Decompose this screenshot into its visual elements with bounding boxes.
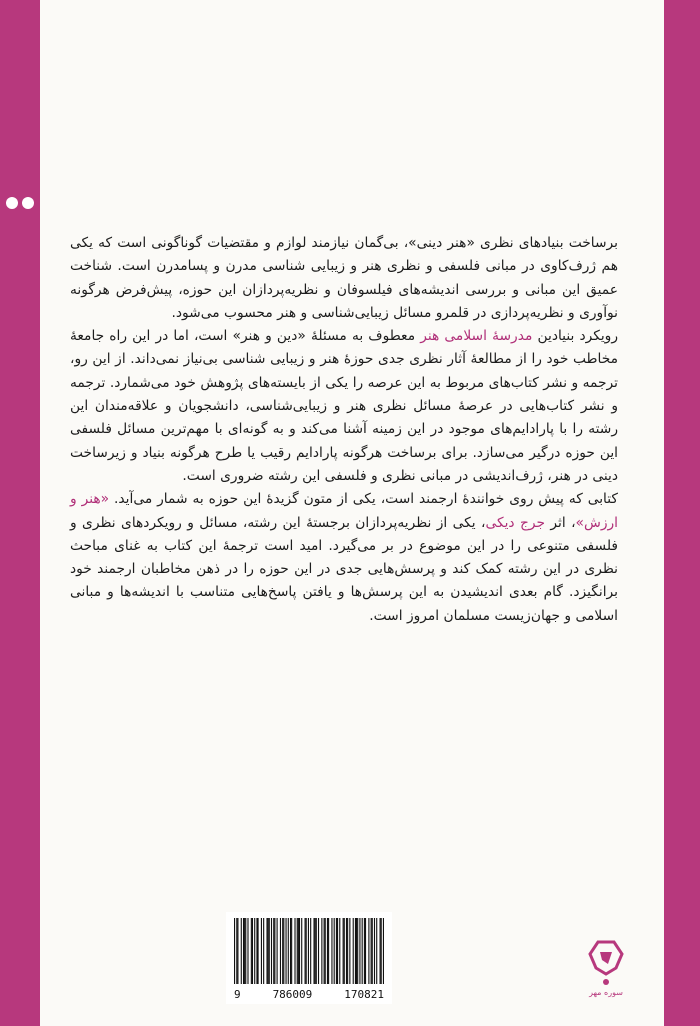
barcode-bar <box>325 918 326 984</box>
paragraph-text: ، اثر <box>545 514 576 531</box>
barcode-bar <box>269 918 270 984</box>
spine-dots-icon <box>6 195 36 213</box>
barcode-bar <box>271 918 272 984</box>
barcode-bar <box>266 918 267 984</box>
barcode-bar <box>328 918 329 984</box>
barcode-bar <box>245 918 246 984</box>
highlighted-term: «هنر و ارزش» <box>70 491 618 531</box>
barcode-bar <box>251 918 252 984</box>
barcode-bar <box>346 918 347 984</box>
barcode-bar <box>310 918 311 984</box>
barcode-bar <box>349 918 350 984</box>
barcode-bar <box>324 918 325 984</box>
barcode-bar <box>305 918 306 984</box>
barcode-bar <box>331 918 332 984</box>
barcode <box>226 912 392 1004</box>
barcode-bar <box>290 918 291 984</box>
paragraph-text: ، یکی از نظریه‌پردازان برجستهٔ این رشته، مسائل و رویکردهای نظری و فلسفی متنوعی را در این موضوع در بر می‌گیرد. امید است ترجمهٔ این کتاب به غنای مباحث نظری در این رشته کمک کند و پرسش‌هایی جدی در این حوزه را در ذهن مخاطبان ارجمند خود برانگیزد. گام بعدی اندیشیدن به این پرسش‌ها و یافتن پاسخ‌هایی متناسب با اندیشه‌ها و مبانی اسلامی و جهان‌زیست مسلمان امروز است. <box>70 514 618 624</box>
right-edge-strip <box>664 0 700 1026</box>
barcode-bar <box>315 918 316 984</box>
barcode-bar <box>376 918 377 984</box>
barcode-bar <box>321 918 322 984</box>
highlighted-term: مدرسهٔ اسلامی هنر <box>420 328 533 345</box>
back-cover-text <box>70 232 618 628</box>
barcode-bar <box>273 918 274 984</box>
barcode-bar <box>298 918 299 984</box>
barcode-bar <box>362 918 363 984</box>
barcode-bar <box>353 918 354 984</box>
barcode-bar <box>334 918 335 984</box>
barcode-bar <box>237 918 238 984</box>
barcode-bar <box>355 918 356 984</box>
barcode-bar <box>261 918 262 984</box>
isbn-number <box>234 988 384 1001</box>
barcode-bar <box>357 918 358 984</box>
highlighted-term: جرج دیکی <box>485 514 546 531</box>
barcode-bar <box>280 918 281 984</box>
barcode-bar <box>274 918 275 984</box>
barcode-bar <box>364 918 365 984</box>
barcode-bar <box>306 918 307 984</box>
barcode-bar <box>234 918 235 984</box>
barcode-bar <box>247 918 248 984</box>
barcode-bar <box>283 918 284 984</box>
isbn-group-3: 170821 <box>344 988 384 1001</box>
barcode-bar <box>316 918 317 984</box>
barcode-bar <box>244 918 245 984</box>
barcode-bar <box>241 918 242 984</box>
barcode-bar <box>252 918 253 984</box>
isbn-group-1: 9 <box>234 988 241 1001</box>
barcode-bar <box>313 918 314 984</box>
paragraph-text: برساخت بنیادهای نظری «هنر دینی»، بی‌گمان نیازمند لوازم و مقتضیات گوناگونی است که یکی هم ژرف‌کاوی در مبانی فلسفی و نظری هنر و زیبایی شناسی مدرن و پسامدرن است. شناخت عمیق این مبانی و بررسی اندیشه‌های فیلسوفان و نظریه‌پردازان این حوزه، پیش‌فرض هرگونه نوآوری و نظریه‌پردازی در قلمرو مسائل زیبایی‌شناسی و هنر محسوب می‌شود. <box>70 235 618 321</box>
barcode-bar <box>263 918 264 984</box>
barcode-bar <box>318 918 319 984</box>
paragraph <box>70 325 618 488</box>
barcode-bar <box>356 918 357 984</box>
barcode-bar <box>374 918 375 984</box>
barcode-bar <box>277 918 278 984</box>
barcode-bar <box>347 918 348 984</box>
barcode-bar <box>308 918 309 984</box>
barcode-bar <box>268 918 269 984</box>
paragraph <box>70 488 618 628</box>
barcode-bar <box>371 918 372 984</box>
isbn-group-2: 786009 <box>272 988 313 1001</box>
barcode-bar <box>359 918 360 984</box>
barcode-bar <box>236 918 237 984</box>
barcode-bar <box>337 918 338 984</box>
paragraph <box>70 232 618 325</box>
publisher-logo-icon <box>586 938 626 990</box>
barcode-bar <box>383 918 384 984</box>
barcode-bar <box>381 918 382 984</box>
paragraph-text: معطوف به مسئلهٔ «دین و هنر» است، اما در این راه جامعهٔ مخاطب خود را از مطالعهٔ آثار نظری جدی حوزهٔ هنر و زیبایی شناسی بی‌نیاز نمی‌داند. از این رو، ترجمه و نشر کتاب‌های مربوط به این عرصه را یکی از بایسته‌های پژوهش خود می‌شمارد. ترجمه و نشر کتاب‌هایی در عرصهٔ مسائل نظری هنر و زیبایی‌شناسی، دانشجویان و علاقه‌مندان این رشته را با پارادایم‌های موجود در این زمینه آشنا می‌کند و به گونه‌ای با مهم‌ترین مسائل فلسفی این حوزه درگیر می‌سازد. برای برساخت هرگونه پارادایم رقیب یا طرح هرگونه بنیاد و زیرساخت دینی در هنر، ژرف‌اندیشی در مبانی نظری و فلسفی این رشته ضروری است. <box>70 328 618 484</box>
barcode-bar <box>258 918 259 984</box>
barcode-bar <box>365 918 366 984</box>
barcode-bar <box>372 918 373 984</box>
barcode-bar <box>368 918 369 984</box>
barcode-bar <box>301 918 302 984</box>
barcode-bar <box>380 918 381 984</box>
barcode-bar <box>256 918 257 984</box>
barcode-bar <box>254 918 255 984</box>
barcode-bar <box>336 918 337 984</box>
barcode-bar <box>339 918 340 984</box>
barcode-bar <box>291 918 292 984</box>
paragraph-text: کتابی که پیش روی خوانندهٔ ارجمند است، یکی از متون گزیدهٔ این حوزه به شمار می‌آید. <box>109 491 618 508</box>
barcode-bars <box>234 918 384 986</box>
barcode-bar <box>282 918 283 984</box>
barcode-bar <box>343 918 344 984</box>
barcode-bar <box>288 918 289 984</box>
barcode-bar <box>294 918 295 984</box>
paragraph-text: رویکرد بنیادین <box>532 328 619 345</box>
barcode-bar <box>327 918 328 984</box>
publisher-name: سوره مهر <box>589 988 623 997</box>
barcode-bar <box>285 918 286 984</box>
barcode-bar <box>299 918 300 984</box>
spine-band <box>0 0 40 1026</box>
barcode-bar <box>297 918 298 984</box>
barcode-bar <box>243 918 244 984</box>
barcode-bar <box>344 918 345 984</box>
